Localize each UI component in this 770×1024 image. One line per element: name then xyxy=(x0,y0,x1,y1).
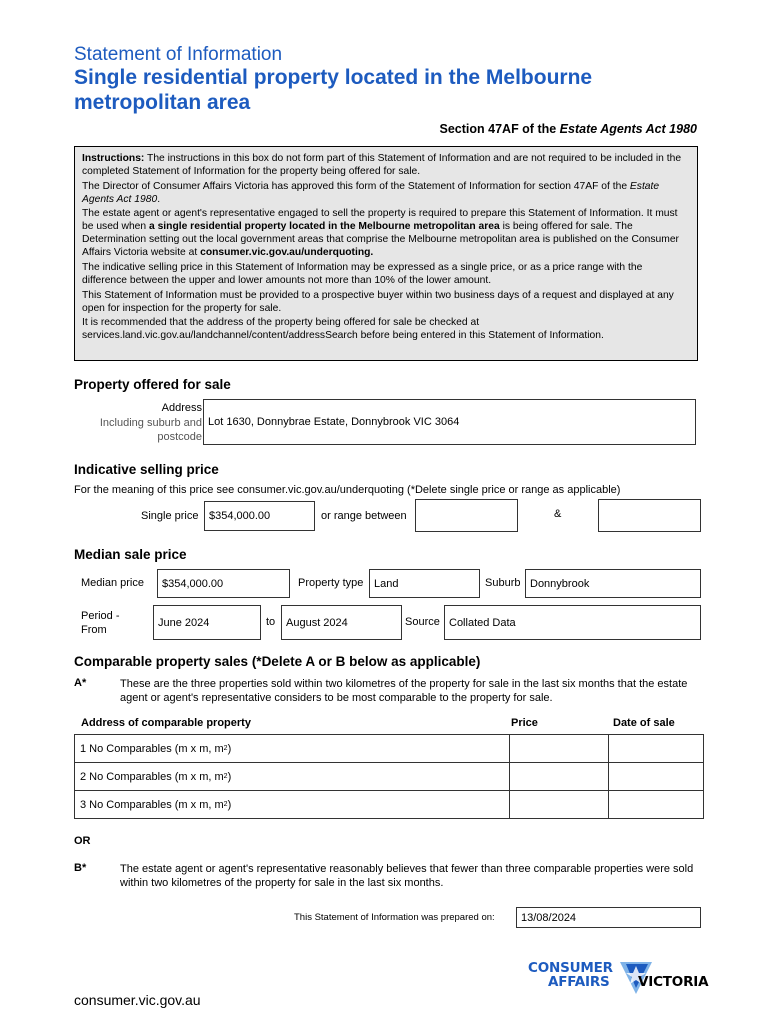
option-b-text: The estate agent or agent's representative reasonably believes that fewer than three comparable properties were sold within two kilometres of the property for sale in the last six months. xyxy=(120,863,694,889)
address-label-line-1: Address xyxy=(161,402,202,414)
underquoting-link[interactable]: consumer.vic.gov.au/underquoting. xyxy=(200,247,374,259)
single-price-field[interactable]: $354,000.00 xyxy=(204,501,315,531)
period-to-field[interactable]: August 2024 xyxy=(281,605,402,640)
comparable-row-label: 2 No Comparables (m x m, m xyxy=(80,770,224,783)
instructions-para-1 xyxy=(82,152,690,178)
instructions-para-4: The indicative selling price in this Statement of Information may be expressed as a single price, or as a price range with the difference between the upper and lower amounts not more than 10% of the lower amount. xyxy=(82,262,643,287)
comparable-row-label-end: ) xyxy=(227,798,232,811)
address-label-line-3: postcode xyxy=(157,431,202,443)
period-label-line-2: From xyxy=(81,624,107,636)
comparable-row-label-end: ) xyxy=(227,742,232,755)
instructions-label: Instructions: xyxy=(82,153,145,164)
section-reference xyxy=(440,122,697,136)
comparable-heading: Comparable property sales (*Delete A or B below as applicable) xyxy=(74,654,481,669)
single-price-label: Single price xyxy=(141,510,199,522)
comparable-row-label: 1 No Comparables (m x m, m xyxy=(80,742,224,755)
range-high-field[interactable] xyxy=(598,499,701,532)
footer-url[interactable]: consumer.vic.gov.au xyxy=(74,992,201,1008)
option-a-marker: A* xyxy=(74,677,87,689)
source-label: Source xyxy=(405,616,440,628)
section-act: Estate Agents Act 1980 xyxy=(559,122,697,136)
comparable-row-label: 3 No Comparables (m x m, m xyxy=(80,798,224,811)
instructions-p2-end: . xyxy=(157,193,161,205)
comparable-row-label-end: ) xyxy=(227,770,232,783)
comparable-row-1-address[interactable]: 1 No Comparables (m x m, m 2 ) xyxy=(74,734,510,763)
section-prefix: Section 47AF of the xyxy=(439,122,560,136)
instructions-p3-a: The estate agent or agent's representative engaged to sell the property is required to prepare this Statement of Information. It must be used when xyxy=(82,208,678,233)
comparable-row-3-date[interactable] xyxy=(608,790,704,819)
range-ampersand: & xyxy=(554,508,562,520)
median-heading: Median sale price xyxy=(74,547,187,562)
address-label-line-2: Including suburb and xyxy=(99,416,202,429)
median-price-label: Median price xyxy=(81,577,144,589)
property-type-label: Property type xyxy=(298,577,364,589)
comparable-row-2-date[interactable] xyxy=(608,762,704,791)
col-price-header: Price xyxy=(511,717,538,729)
suburb-label: Suburb xyxy=(485,577,521,589)
option-a-text: These are the three properties sold within two kilometres of the property for sale in the last six months that the estate agent or agent's representative considers to be most comparable to the property for sale. xyxy=(120,678,688,704)
col-date-header: Date of sale xyxy=(613,717,675,729)
indicative-heading: Indicative selling price xyxy=(74,462,219,477)
instructions-para-3 xyxy=(82,207,690,259)
instructions-box xyxy=(74,146,698,361)
instructions-para-2 xyxy=(82,180,690,206)
comparable-row-2-address[interactable]: 2 No Comparables (m x m, m 2 ) xyxy=(74,762,510,791)
comparable-row-3-address[interactable]: 3 No Comparables (m x m, m 2 ) xyxy=(74,790,510,819)
address-label xyxy=(74,401,202,445)
instructions-p2-act: Estate Agents Act 1980 xyxy=(82,180,660,205)
comparable-row-1-date[interactable] xyxy=(608,734,704,763)
consumer-affairs-victoria-logo xyxy=(528,956,709,1002)
document-title: Single residential property located in the Melbourne metropolitan area xyxy=(74,66,593,114)
property-heading: Property offered for sale xyxy=(74,377,231,392)
period-to-label: to xyxy=(266,616,276,628)
comparable-row-3-price[interactable] xyxy=(509,790,609,819)
or-label: OR xyxy=(74,835,91,847)
instructions-p2-text: The Director of Consumer Affairs Victoria has approved this form of the Statement of Information for section 47AF of the xyxy=(82,180,630,192)
suburb-field[interactable]: Donnybrook xyxy=(525,569,701,598)
property-type-field[interactable]: Land xyxy=(369,569,480,598)
document-kicker: Statement of Information xyxy=(74,44,283,65)
instructions-para-5: This Statement of Information must be provided to a prospective buyer within two business days of a request and displayed at any open for inspection for the property for sale. xyxy=(82,289,674,314)
period-label xyxy=(81,609,120,637)
instructions-text: The instructions in this box do not form part of this Statement of Information and are not required to be included in the completed Statement of Information for the property being offered for sale. xyxy=(82,153,682,177)
option-b-marker: B* xyxy=(74,862,87,874)
logo-word-2: AFFAIRS xyxy=(548,974,610,990)
logo-word-1: CONSUMER xyxy=(528,960,613,976)
prepared-date-field[interactable]: 13/08/2024 xyxy=(516,907,701,928)
range-label: or range between xyxy=(321,510,407,522)
comparable-row-2-price[interactable] xyxy=(509,762,609,791)
comparable-row-1-price[interactable] xyxy=(509,734,609,763)
period-label-line-1: Period - xyxy=(81,610,120,622)
source-field[interactable]: Collated Data xyxy=(444,605,701,640)
period-from-field[interactable]: June 2024 xyxy=(153,605,261,640)
logo-word-3: VICTORIA xyxy=(638,974,709,990)
prepared-label: This Statement of Information was prepared on: xyxy=(294,912,495,923)
range-low-field[interactable] xyxy=(415,499,518,532)
median-price-field[interactable]: $354,000.00 xyxy=(157,569,290,598)
col-address-header: Address of comparable property xyxy=(81,717,251,729)
instructions-p3-b: is being offered for sale. The Determination setting out the local government areas that comprise the Melbourne metropolitan area is published on the Consumer Affairs Victoria website at xyxy=(82,221,679,259)
instructions-p3-bold: a single residential property located in the Melbourne metropolitan area xyxy=(148,221,500,233)
indicative-note: For the meaning of this price see consumer.vic.gov.au/underquoting (*Delete single price or range as applicable) xyxy=(74,484,621,496)
instructions-para-6: It is recommended that the address of the property being offered for sale be checked at services.land.vic.gov.au/landchannel/content/addressSearch before being entered in this Statement of Information. xyxy=(82,317,604,342)
address-field[interactable]: Lot 1630, Donnybrae Estate, Donnybrook VIC 3064 xyxy=(203,399,696,445)
